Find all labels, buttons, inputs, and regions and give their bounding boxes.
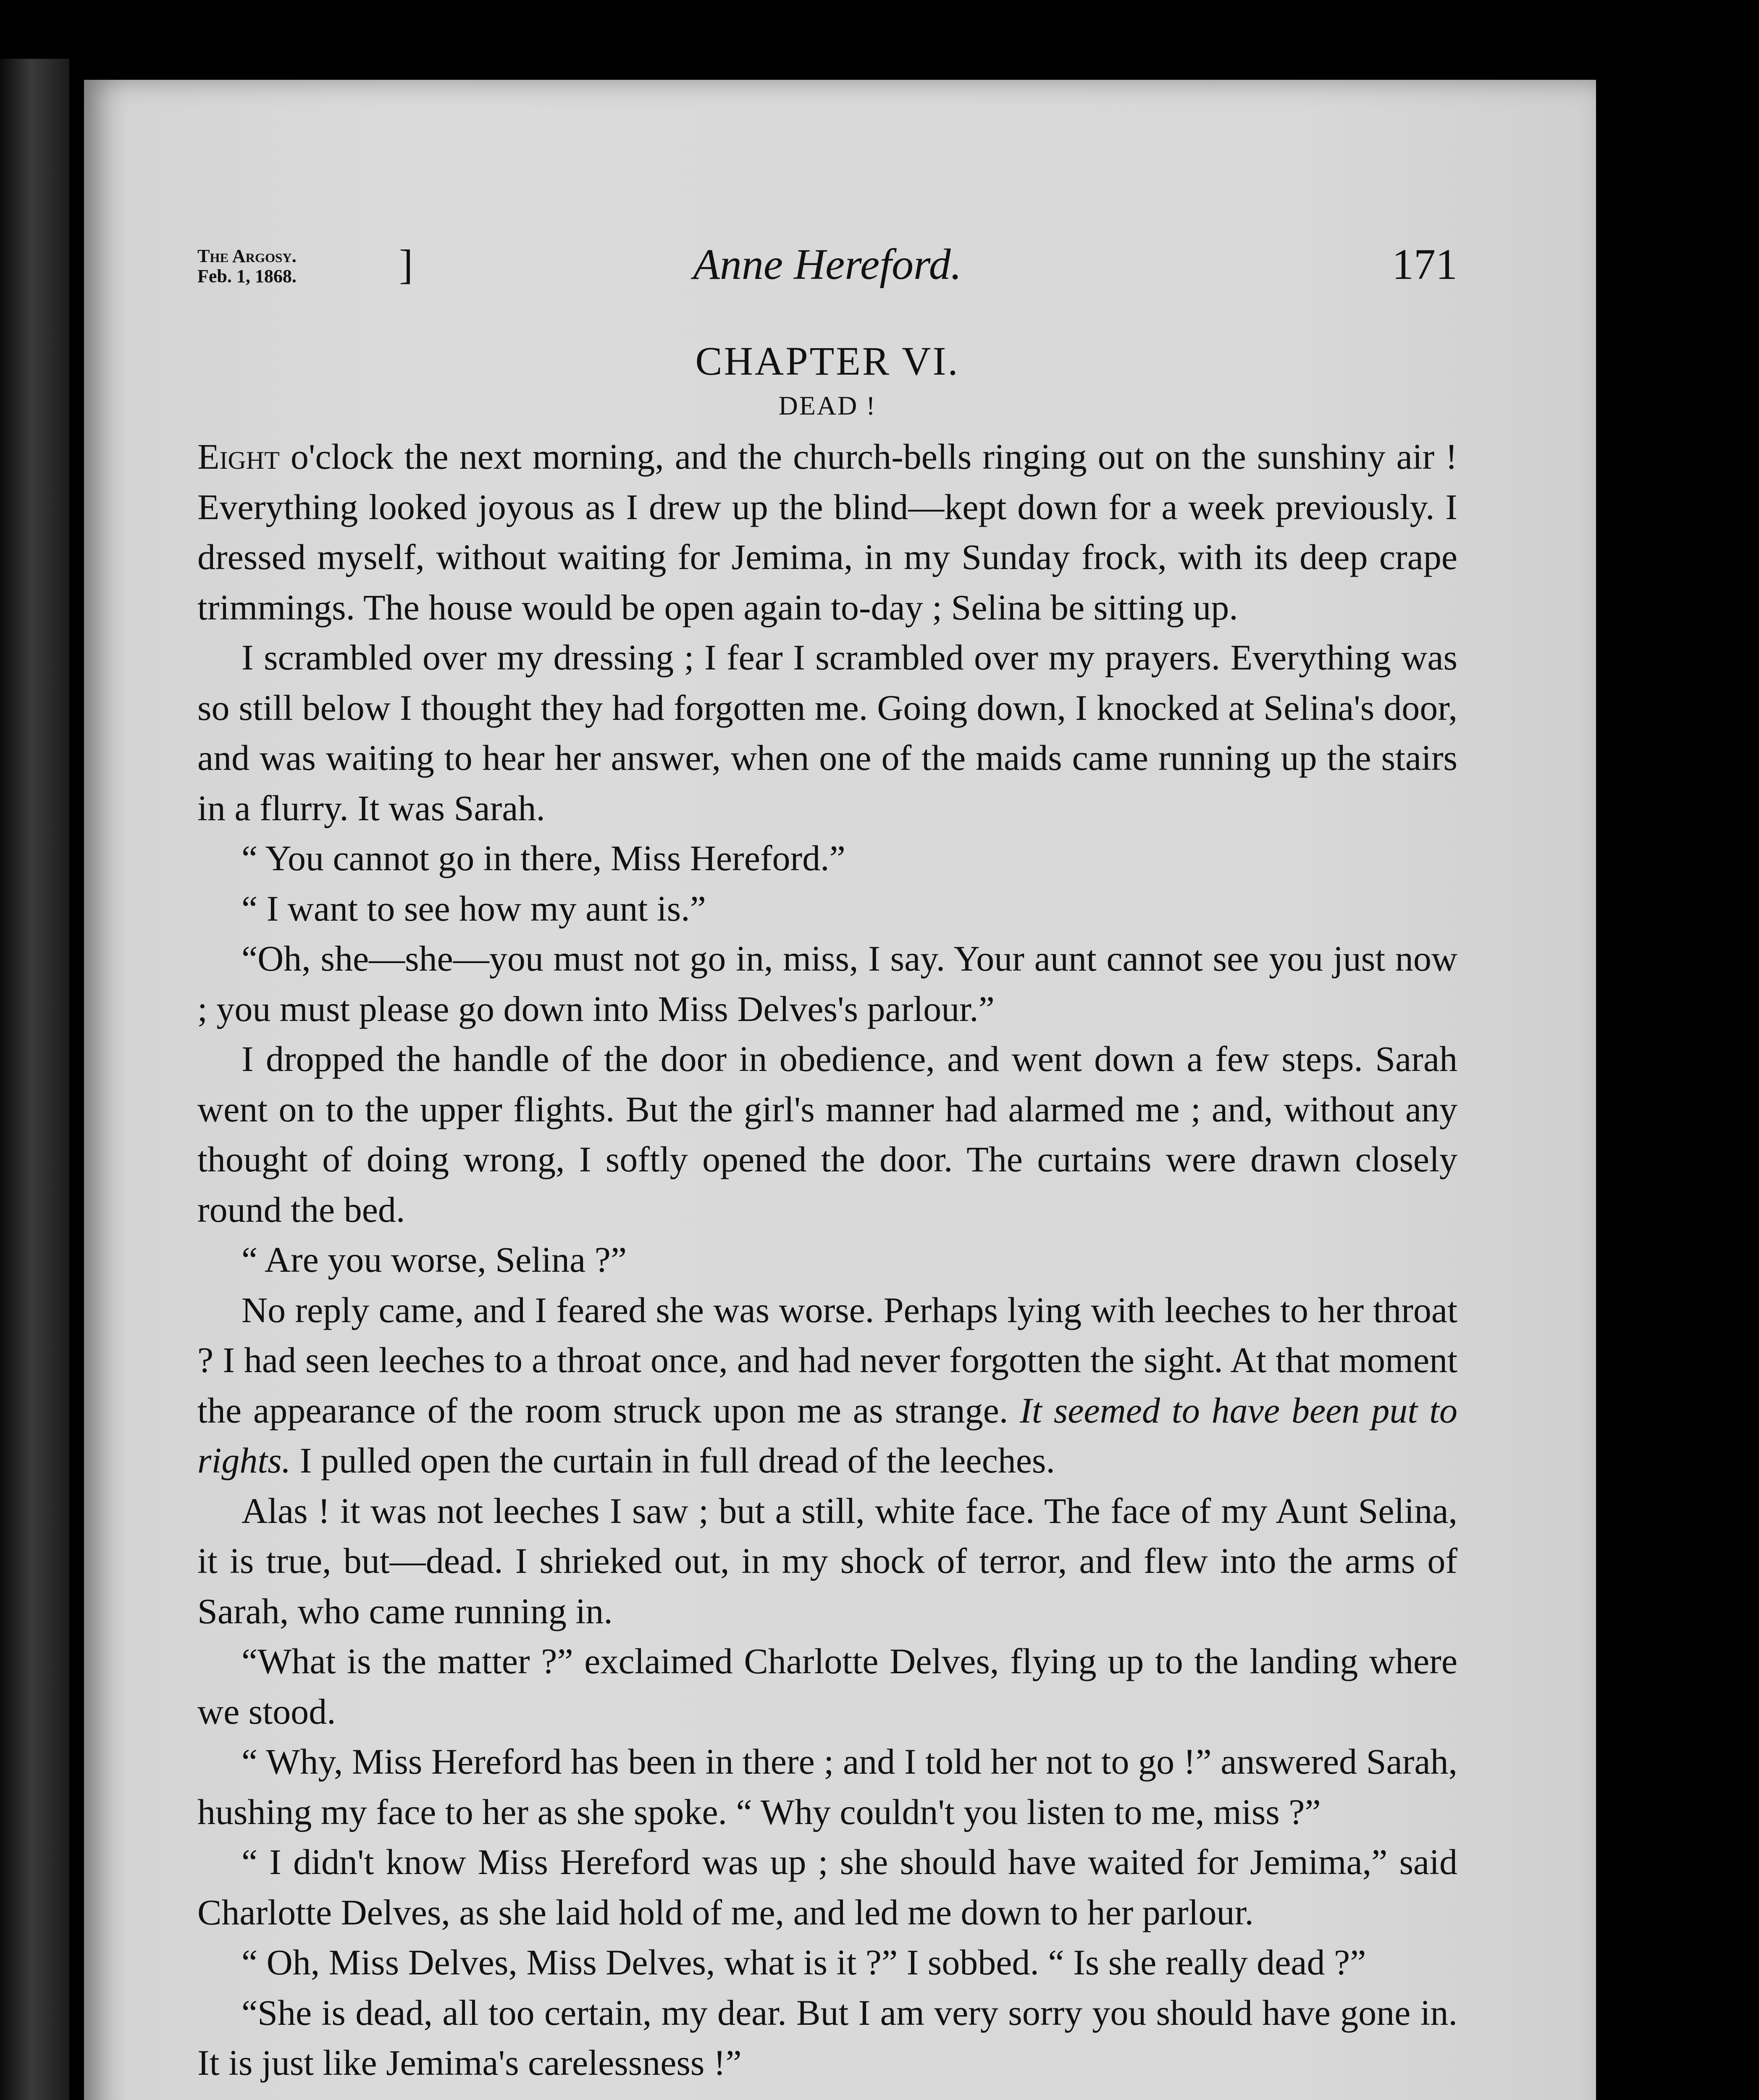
- paragraph: “What is the matter ?” exclaimed Charlotte Delves, flying up to the landing where we stood.: [197, 1641, 1457, 1732]
- drop-lead-word: Eight: [197, 436, 280, 477]
- paragraph: “ You cannot go in there, Miss Hereford.”: [242, 838, 845, 878]
- italic-emphasis: It seemed to have been put to rights.: [197, 1390, 1457, 1480]
- running-head: [197, 235, 1457, 294]
- page-content: [197, 235, 1457, 2088]
- paragraph: I dropped the handle of the door in obedience, and went down a few steps. Sarah went on to the upper flights. But the girl's manner had alarmed me ; and, without any thought of doing wrong, I softly opened the door. The curtains were drawn closely round the bed.: [197, 1039, 1457, 1230]
- paragraph: “ Why, Miss Hereford has been in there ; and I told her not to go !” answered Sarah, hushing my face to her as she spoke. “ Why couldn't you listen to me, miss ?”: [197, 1741, 1457, 1832]
- paragraph-text: o'clock the next morning, and the church-bells ringing out on the sunshiny air ! Everything looked joyous as I drew up the blind—kept down for a week previously. I dressed myself, without waiting for Jemima, in my Sunday frock, with its deep crape trimmings. The house would be open again to-day ; Selina be sitting up.: [197, 436, 1457, 627]
- paragraph: “ Are you worse, Selina ?”: [242, 1239, 627, 1280]
- source-journal: The Argosy.: [197, 246, 297, 266]
- paragraph: “ Oh, Miss Delves, Miss Delves, what is it ?” I sobbed. “ Is she really dead ?”: [242, 1942, 1366, 1982]
- paragraph: I scrambled over my dressing ; I fear I scrambled over my prayers. Everything was so still below I thought they had forgotten me. Going down, I knocked at Selina's door, and was waiting to hear her answer, when one of the maids came running up the stairs in a flurry. It was Sarah.: [197, 637, 1457, 828]
- source-date: Feb. 1, 1868.: [197, 266, 297, 286]
- body-text: [197, 432, 1457, 2088]
- paragraph-text: No reply came, and I feared she was worse. Perhaps lying with leeches to her throat ? I had seen leeches to a throat once, and had never forgotten the sight. At that moment the appearance of the room struck upon me as strange.: [197, 1289, 1457, 1431]
- chapter-title: CHAPTER VI.: [695, 339, 960, 383]
- paragraph: Alas ! it was not leeches I saw ; but a still, white face. The face of my Aunt Selina, it is true, but—dead. I shrieked out, in my shock of terror, and flew into the arms of Sarah, who came running in.: [197, 1490, 1457, 1631]
- paragraph: “Oh, she—she—you must not go in, miss, I say. Your aunt cannot see you just now ; you must please go down into Miss Delves's parlour.”: [197, 938, 1457, 1029]
- paragraph: “ I didn't know Miss Hereford was up ; she should have waited for Jemima,” said Charlotte Delves, as she laid hold of me, and led me down to her parlour.: [197, 1842, 1457, 1932]
- paragraph: [197, 432, 1457, 633]
- paragraph: “ I want to see how my aunt is.”: [242, 888, 706, 929]
- page-number: 171: [1392, 240, 1457, 289]
- paragraph: [197, 1285, 1457, 1486]
- paragraph: “She is dead, all too certain, my dear. But I am very sorry you should have gone in. It is just like Jemima's carelessness !”: [197, 1992, 1457, 2083]
- running-title: Anne Hereford.: [693, 240, 962, 289]
- chapter-subtitle: DEAD !: [778, 391, 877, 420]
- paragraph-text: I pulled open the curtain in full dread of the leeches.: [291, 1440, 1055, 1480]
- left-page-edge: [0, 59, 69, 2100]
- source-bracket: ]: [399, 241, 413, 288]
